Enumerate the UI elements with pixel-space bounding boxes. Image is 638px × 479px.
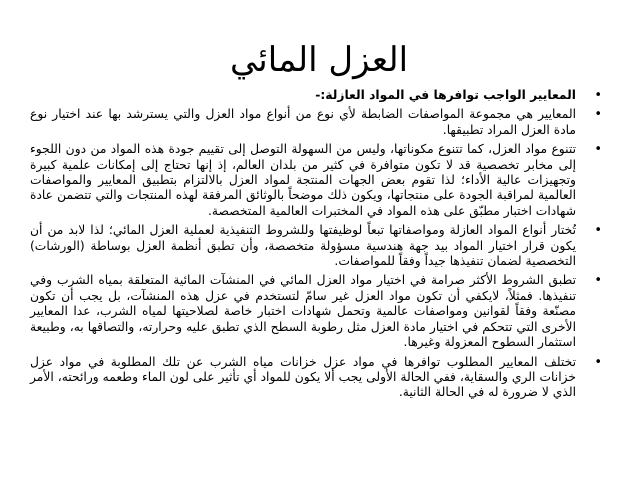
bullet-dot-icon: • [594,142,602,158]
bullet-text: تُختار أنواع المواد العازلة ومواصفاتها تبعاً لوظيفتها وللشروط التنفيذية لعملية العزل المائي؛ لذا لابد من أن يكون قرار اختيار المواد بيد جهة هندسية مسؤولة متخصصة، وأن تطبق أنظمة العزل بوساطة (الورشات) التخصصية لضمان تنفيذها جيداً وفقاً للمواصفات. [30,223,576,269]
bullet-text: تتنوع مواد العزل، كما تتنوع مكوناتها، وليس من السهولة التوصل إلى تقييم جودة هذه المواد من دون اللجوء إلى مخابر تخصصية قد لا تكون متوافرة في كثير من بلدان العالم، إذ إنها تحتاج إلى إمكانات علمية كبيرة وتجهيزات عالية الأداء؛ لذا تقوم بعض الجهات المنتجة لمواد العزل بالالتزام بتطبيق المعايير والمواصفات العالمية لمراقبة الجودة على منتجاتها، ويكون ذلك موضحاً بالوثائق المرفقة لهذه المنتجات والتي تتضمن عادة شهادات اختبار مطبّق على هذه المواد في المختبرات العالمية المتخصصة. [30,142,576,218]
bullet-dot-icon: • [594,88,602,103]
bullet-text: تختلف المعايير المطلوب توافرها في مواد عزل خزانات مياه الشرب عن تلك المطلوبة في مواد عزل خزانات الري والسقاية، ففي الحالة الأولى يجب ألا يكون للمواد أي تأثير على لون الماء وطعمه ورائحته، الأمر الذي لا ضرورة له في الحالة الثانية. [30,354,576,400]
bullet-text: المعايير الواجب توافرها في المواد العازلة:- [315,88,576,102]
bullet-item [30,142,610,219]
bullet-list [30,88,610,405]
bullet-item [30,223,610,269]
bullet-dot-icon: • [594,107,602,123]
bullet-text: تطبق الشروط الأكثر صرامة في اختيار مواد العزل المائي في المنشآت المائية المتعلقة بمياه الشرب وفي تنفيذها. فمثلاً، لايكفي أن تكون مواد العزل غير سامّ لتستخدم في عزل هذه المنشآت، بل يجب أن تكون مصنّعة وفقاً لقوانين ومواصفات عالمية وتحمل شهادات اختبار خاصة لصلاحيتها لمياه الشرب، عدا المعايير الأخرى التي تتحكم في اختيار مادة العزل مثل رطوبة السطح الذي تطبق عليه وحرارته، والتصاقها به، وطبيعة استثمار السطوح المعزولة وغيرها. [30,273,576,350]
bullet-dot-icon: • [594,273,602,289]
bullet-item [30,273,610,350]
bullet-item [30,88,610,103]
slide-title: العزل المائي [229,40,409,80]
bullet-item [30,107,610,138]
bullet-item [30,355,610,401]
bullet-dot-icon: • [594,354,602,370]
bullet-dot-icon: • [594,223,602,239]
bullet-text: المعايير هي مجموعة المواصفات الضابطة لأي نوع من أنواع مواد العزل والتي يسترشد بها عند اختيار نوع مادة العزل المراد تطبيقها. [30,107,576,137]
